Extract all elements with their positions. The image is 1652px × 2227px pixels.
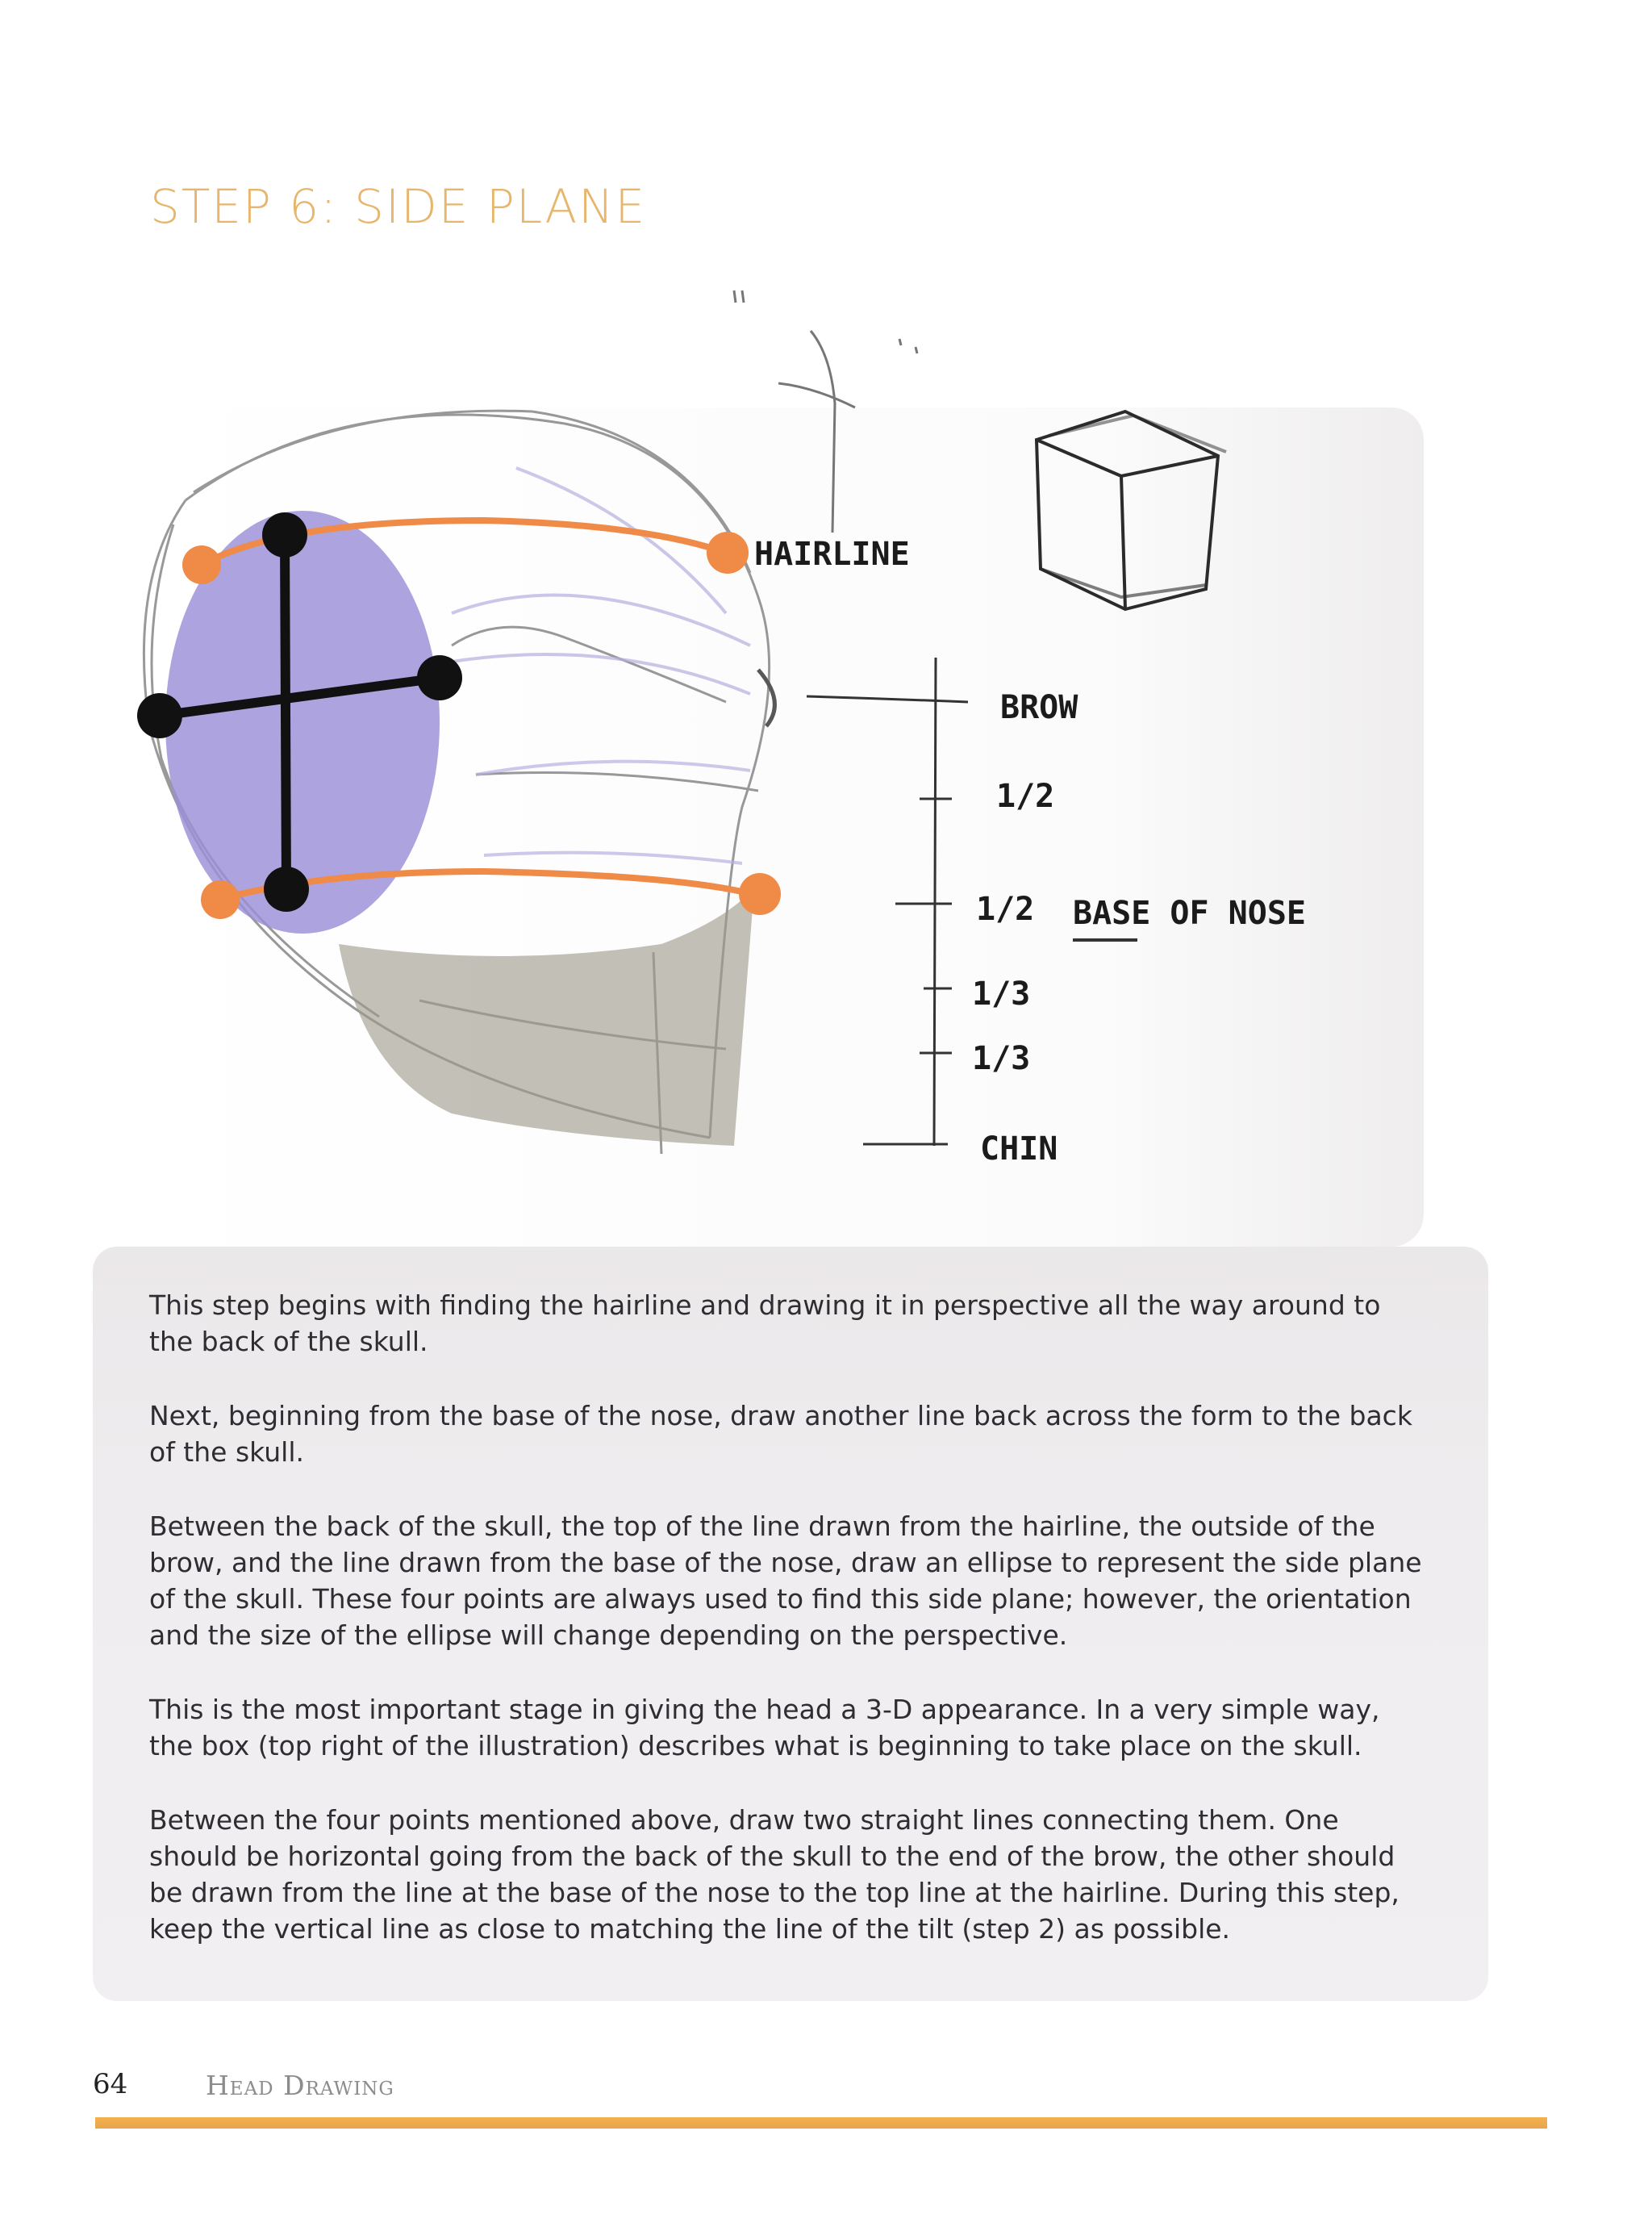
paragraph-5: Between the four points mentioned above, draw two straight lines connecting them. One should be horizontal going from the back of the skull to the end of the brow, the other should be drawn from the line at the base of the nose to the top line at the hairline. During this step, keep the vertical line as close to matching the line of the tilt (step 2) as possible. bbox=[149, 1804, 1400, 1945]
paragraph-4: This is the most important stage in giving the head a 3-D appearance. In a very simple way, the box (top right of the illustration) describes what is beginning to take place on the skull. bbox=[149, 1694, 1380, 1761]
label-third-lower: 1/3 bbox=[972, 1040, 1031, 1077]
footer-rule bbox=[95, 2117, 1547, 2129]
label-brow: BROW bbox=[1000, 689, 1078, 726]
text-panel bbox=[93, 1247, 1488, 2001]
tilt-line-sketch bbox=[734, 290, 917, 533]
head-drawing-illustration bbox=[0, 266, 1652, 1235]
paragraph-1: This step begins with finding the hairline and drawing it in perspective all the way around to the back of the skull. bbox=[149, 1289, 1381, 1357]
paragraph-2: Next, beginning from the base of the nose, draw another line back across the form to the back of the skull. bbox=[149, 1400, 1412, 1468]
running-footer-title: Head Drawing bbox=[206, 2070, 394, 2101]
scale-labels bbox=[754, 536, 1306, 1168]
label-half-upper: 1/2 bbox=[996, 778, 1055, 815]
paragraph-3: Between the back of the skull, the top of the line drawn from the hairline, the outside of the brow, and the line drawn from the base of the nose, draw an ellipse to represent the side plane of the skull. These four points are always used to find this side plane; however, the orientation and the size of the ellipse will change depending on the perspective. bbox=[149, 1510, 1422, 1651]
jaw-shadow bbox=[339, 888, 754, 1146]
page-heading: STEP 6: SIDE PLANE bbox=[150, 179, 647, 234]
label-half-lower: 1/2 bbox=[976, 891, 1035, 928]
perspective-box-sketch bbox=[1037, 412, 1226, 609]
label-hairline: HAIRLINE bbox=[754, 536, 910, 573]
label-base-of-nose: BASE OF NOSE bbox=[1073, 895, 1306, 932]
label-chin: CHIN bbox=[980, 1130, 1058, 1168]
page-number: 64 bbox=[93, 2068, 128, 2100]
label-third-upper: 1/3 bbox=[972, 976, 1031, 1013]
